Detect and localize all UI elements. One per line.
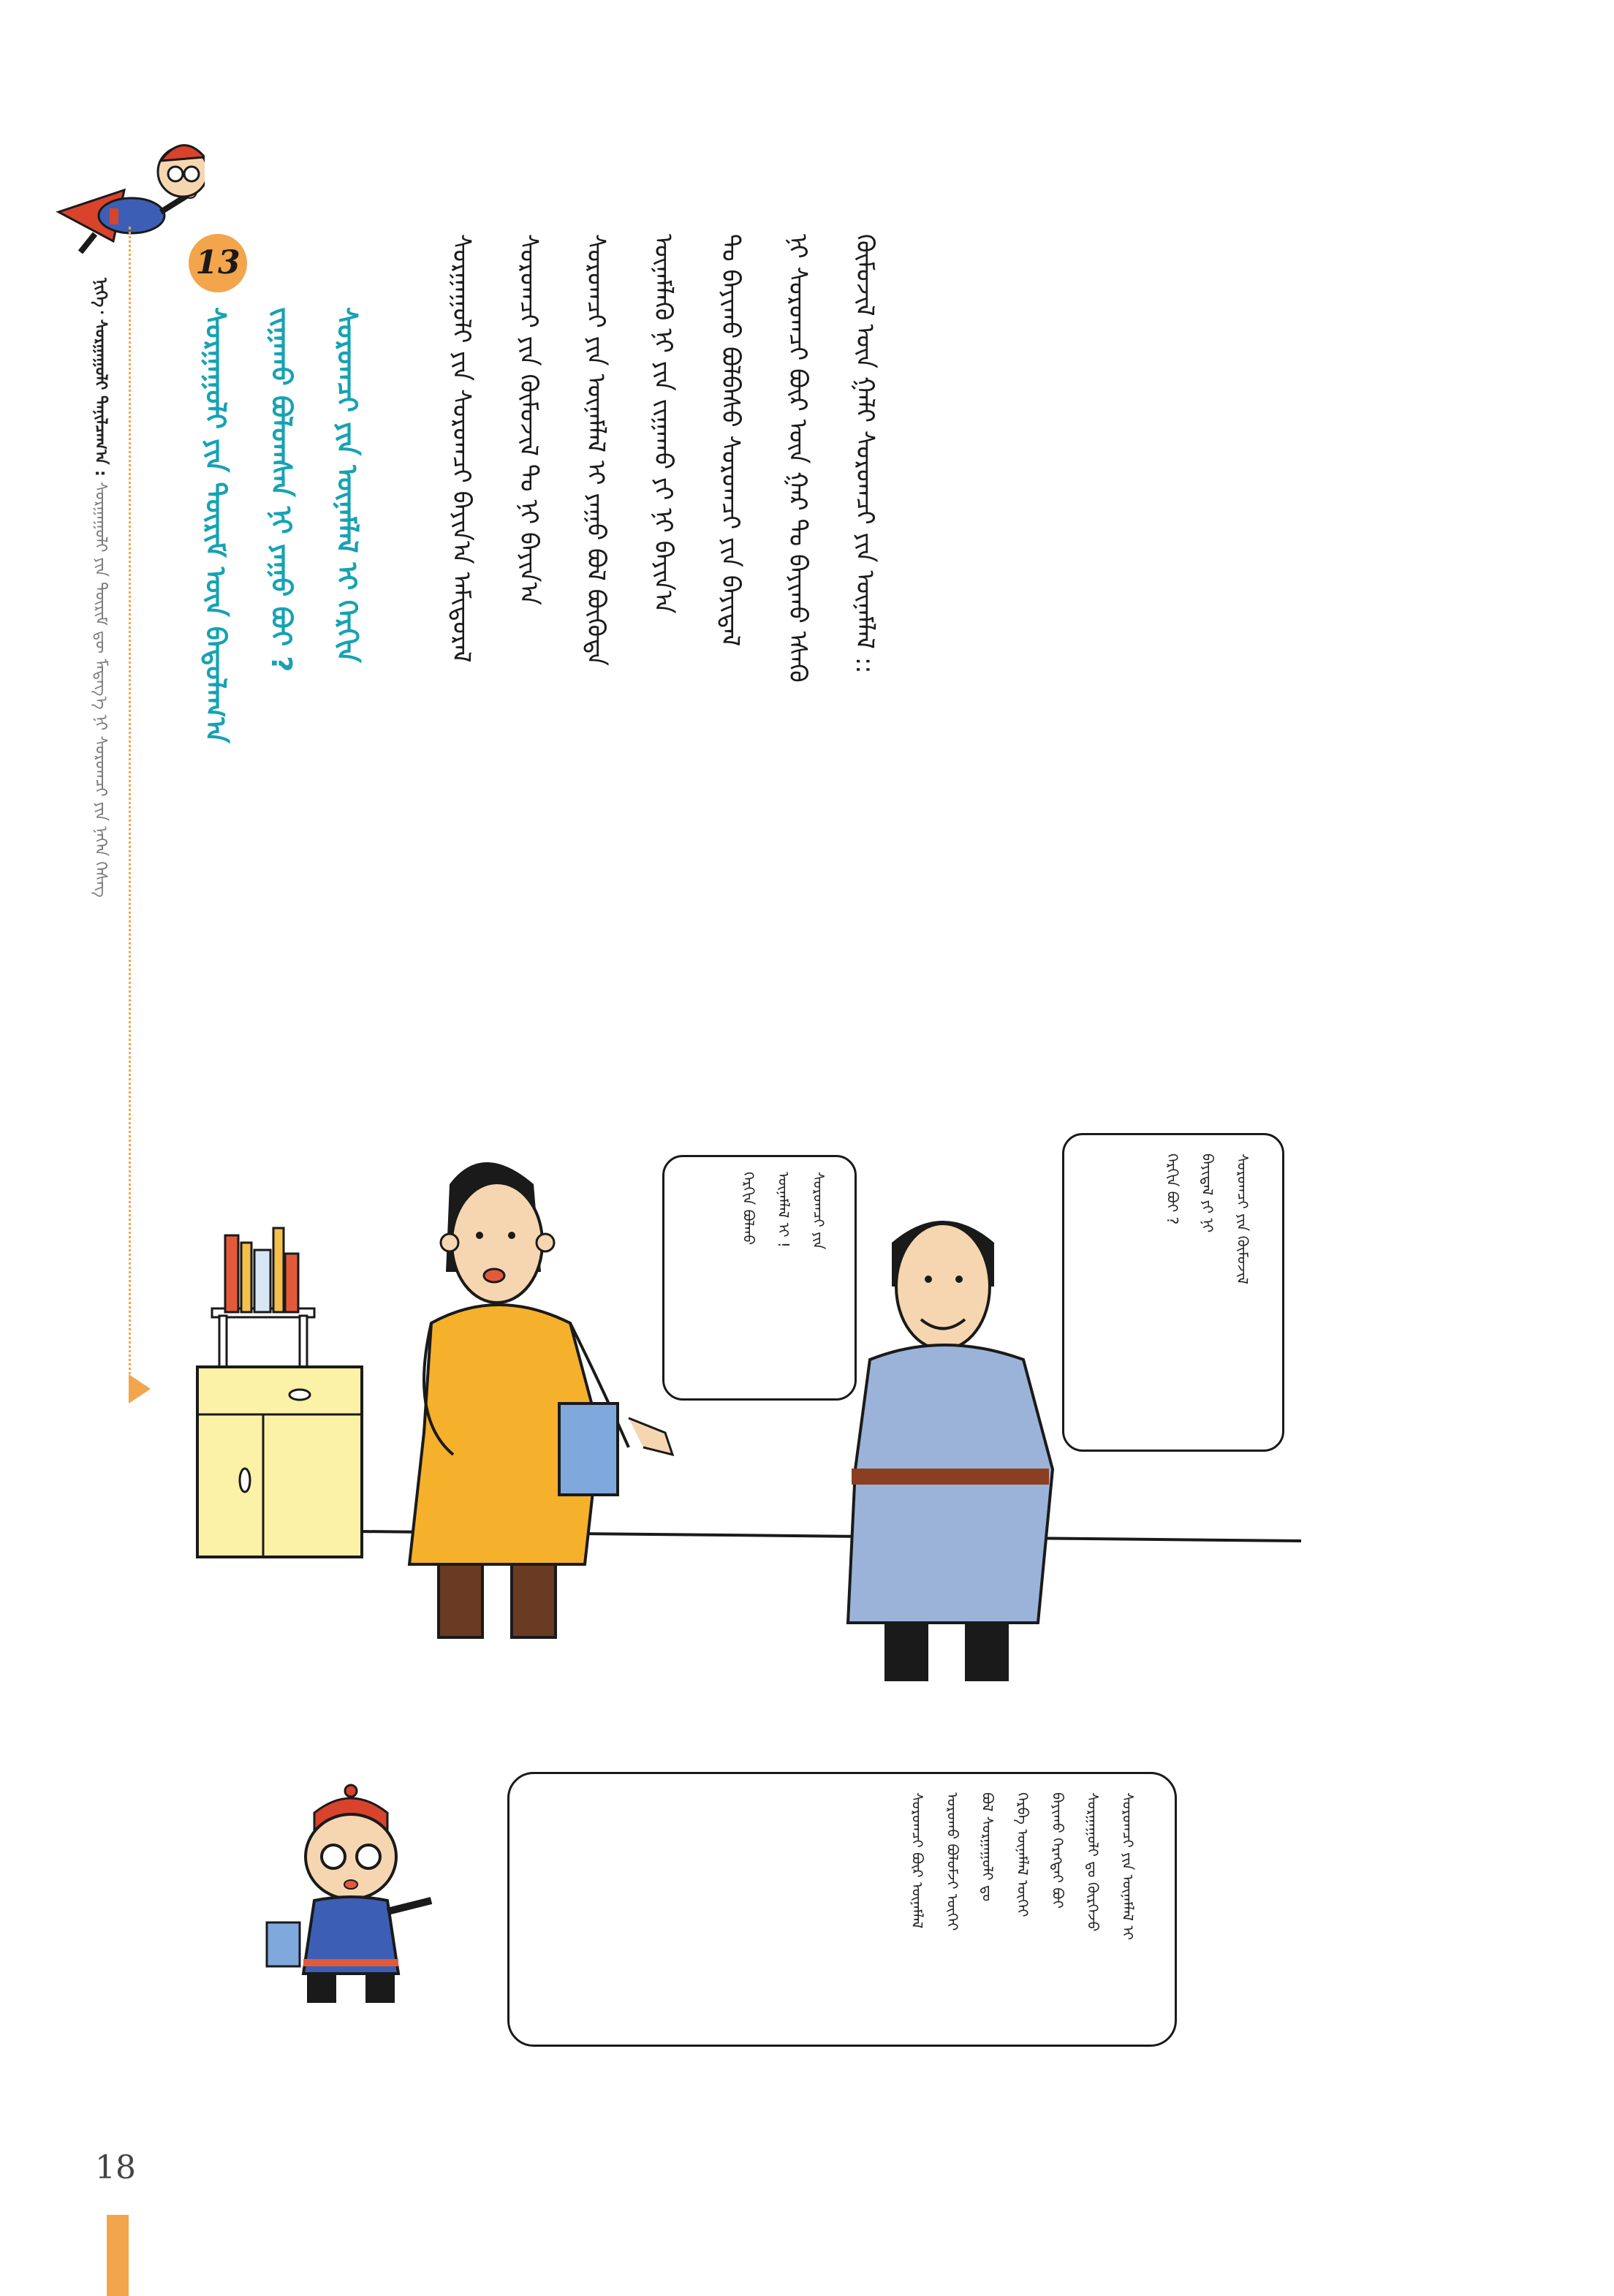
teacher-bubble-line-2: ᠦᠨᠡᠮᠯᠡᠯ ᠢ ! bbox=[775, 1172, 792, 1248]
running-head-text: ᠰᠤᠷᠭᠠᠭᠤᠯᠢ ᠶᠢᠨ ᠳᠦᠷᠢᠮ ᠳᠦ ᠮᠡᠳᠡᠭ᠎ᠡ ᠨᠢ ᠰᠤᠷᠤᠭᠴᠢ ᠶᠢᠨ ᠨᠡᠭᠡᠨ ᠬᠡᠰᠡᠭ bbox=[91, 481, 110, 898]
boy-speech-bubble bbox=[507, 1772, 1177, 2047]
book-stand-icon bbox=[212, 1228, 314, 1367]
page-tab-marker bbox=[107, 2215, 129, 2296]
teacher-bubble-line-1: ᠰᠤᠷᠤᠭᠴᠢ ᠶᠢᠨ bbox=[810, 1172, 827, 1250]
page-number: 18 bbox=[95, 2149, 136, 2186]
body-line-1: ᠬᠦᠮᠦᠵᠢᠯ ᠦᠨ ᠭᠠᠯᠢ ᠰᠤᠷᠤᠭᠴᠢ ᠶᠢᠨ ᠦᠨᠡᠮᠯᠡᠯ :: bbox=[850, 234, 879, 674]
boy-bubble-line-6: ᠣᠷᠤᠬᠤ ᠪᠤᠯᠤᠮᠵᠢ ᠦᠭᠡᠢ bbox=[944, 1792, 961, 1931]
man-figure bbox=[848, 1221, 1053, 1681]
running-head bbox=[86, 278, 114, 1316]
running-head-label: ᠨᠢᠭᠡ᠂ ᠰᠤᠷᠭᠠᠭᠤᠯᠢ ᠲᠠᠨᠢᠯᠴᠠᠭ᠎ᠠ : bbox=[91, 278, 110, 477]
question-line-2: ᠵᠢᠭᠠᠬᠤ ᠪᠤᠯᠤᠭᠰᠠᠨ ᠨᠢ ᠶᠠᠭᠤ ᠪᠤᠢ ? bbox=[265, 307, 298, 672]
body-line-3: ᠲᠤ ᠪᠠᠶᠢᠬᠤ ᠪᠤᠯᠪᠠᠰᠤ ᠰᠤᠷᠤᠭᠴᠢ ᠶᠢᠨ ᠪᠠᠶᠢᠳᠠᠯ bbox=[716, 234, 745, 647]
man-speech-bubble bbox=[1062, 1133, 1284, 1452]
margin-arrow-icon bbox=[129, 1374, 151, 1403]
boy-bubble-line-2: ᠰᠤᠷᠭᠠᠭᠤᠯᠢ ᠳᠤ ᠬᠦᠷᠭᠡᠵᠦ bbox=[1084, 1792, 1102, 1932]
boy-bubble-line-4: ᠬᠡᠷᠪᠡ ᠦᠨᠡᠮᠯᠡᠯ ᠦᠭᠡᠢ bbox=[1014, 1792, 1031, 1917]
teacher-bubble-line-3: ᠬᠡᠷᠬᠢᠨ ᠪᠤᠯᠬᠤ bbox=[740, 1172, 757, 1246]
lesson-number-badge: 13 bbox=[189, 234, 247, 292]
body-line-7: ᠰᠤᠷᠭᠠᠭᠤᠯᠢ ᠶᠢᠨ ᠰᠤᠷᠤᠭᠴᠢ ᠪᠠᠶᠢᠨ᠎ᠠ ᠠᠮᠢᠳᠤᠷᠠᠯ bbox=[447, 234, 476, 663]
teacher-speech-bubble bbox=[662, 1155, 857, 1401]
boy-figure bbox=[263, 1784, 453, 2017]
teacher-figure bbox=[409, 1162, 672, 1637]
lesson-body bbox=[428, 234, 898, 1038]
boy-bubble-line-1: ᠰᠤᠷᠤᠭᠴᠢ ᠶᠢᠨ ᠦᠨᠡᠮᠯᠡᠯ ᠢ bbox=[1119, 1792, 1137, 1941]
lesson-question bbox=[183, 307, 380, 892]
man-bubble-line-1: ᠰᠤᠷᠤᠭᠴᠢ ᠶᠢᠨ ᠬᠦᠮᠦᠵᠢᠯ bbox=[1234, 1153, 1251, 1284]
question-line-1: ᠰᠤᠷᠤᠭᠴᠢ ᠶᠢᠨ ᠦᠨᠡᠮᠯᠡᠯ ᠢ ᠬᠡᠷᠬᠢᠨ bbox=[331, 307, 363, 663]
margin-guide-line bbox=[129, 227, 131, 1389]
boy-bubble-line-5: ᠪᠤᠯ ᠰᠤᠷᠭᠠᠭᠤᠯᠢ ᠳᠤ bbox=[979, 1792, 996, 1902]
question-line-3: ᠰᠤᠷᠭᠠᠭᠤᠯᠢ ᠶᠢᠨ ᠳᠦᠷᠢᠮ ᠦᠨ ᠪᠠᠲᠤᠯᠠᠭ᠎ᠠ bbox=[200, 307, 232, 743]
body-line-6: ᠰᠤᠷᠤᠭᠴᠢ ᠶᠢᠨ ᠬᠦᠮᠦᠵᠢᠯ ᠲᠤ ᠨᠢ ᠪᠠᠶᠢᠨ᠎ᠠ bbox=[514, 234, 543, 605]
man-bubble-line-2: ᠪᠠᠶᠢᠳᠠᠯ ᠶᠢ ᠨᠢ bbox=[1199, 1153, 1216, 1233]
body-line-5: ᠰᠤᠷᠤᠭᠴᠢ ᠶᠢᠨ ᠦᠨᠡᠮᠯᠡᠯ ᠢ ᠶᠠᠭᠤ ᠪᠤᠯ ᠪᠦᠭᠦᠳᠡ bbox=[581, 234, 610, 667]
flying-boy-icon bbox=[44, 132, 205, 256]
boy-bubble-line-3: ᠪᠠᠶᠢᠬᠤ ᠬᠡᠷᠡᠭᠲᠡᠢ ᠪᠤᠢ bbox=[1049, 1792, 1066, 1909]
body-line-2: ᠨᠢ ᠰᠤᠷᠤᠭᠴᠢ ᠪᠦᠷ ᠦᠨ ᠭᠠᠷ ᠲᠤ ᠪᠠᠶᠢᠬᠤ ᠡᠰᠡᠬᠦ bbox=[783, 234, 812, 683]
boy-bubble-line-7: ᠰᠤᠷᠤᠭᠴᠢ ᠪᠦᠷ ᠦᠨᠡᠮᠯᠡᠯ bbox=[909, 1792, 926, 1929]
man-bubble-line-3: ᠬᠡᠷᠬᠢᠨ ᠪᠤᠢ ? bbox=[1164, 1153, 1181, 1225]
body-line-4: ᠦᠨᠡᠮᠯᠡᠬᠦ ᠨᠢ ᠶᠢᠨ ᠵᠢᠭᠠᠬᠤ ᠶᠢ ᠨᠢ ᠪᠠᠶᠢᠨ᠎ᠠ bbox=[648, 234, 678, 614]
